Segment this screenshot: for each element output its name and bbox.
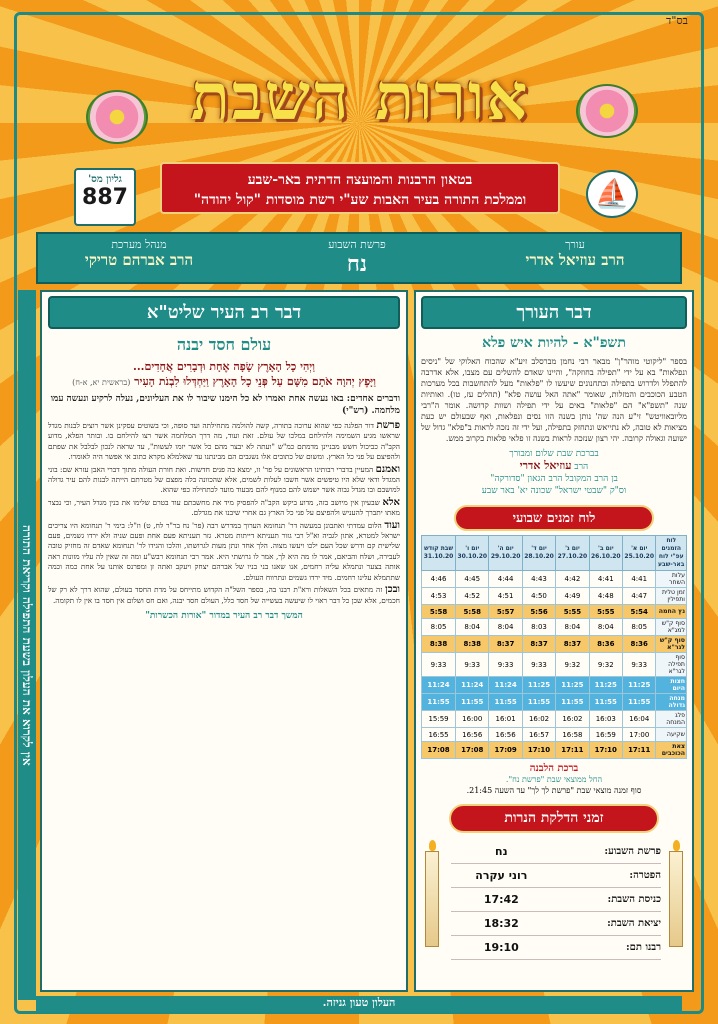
candles-label: פרשת השבוע: xyxy=(552,839,661,863)
zmanim-row-label: חצות היום xyxy=(656,677,687,694)
parsha-label: פרשת השבוע xyxy=(328,238,386,251)
verse-line-2: וַיָּפֶץ יְהוָה אֹתָם מִשָּׁם עַל פְּנֵי כָל הָאָרֶץ וַיַּחְדְּלוּ לִבְנֹת הָעִיר xyxy=(134,375,376,388)
zmanim-time-cell: 17:10 xyxy=(589,742,622,759)
paragraph-5: זה מתאים בכל השאלות ורא"ת רבנו בה, בספר השל"ה הקדוש מתייחס על מדת החסד בעולם, שהוא דרך לא רק של חכמים, אלא שכן כל דבר ראוי לו שיעשה בעשייה של חסד כלל, העולם חסד יבנה, ואם חס ושלום אין חסד בו אין לו תקומה. xyxy=(48,585,400,605)
editor-heading: דבר העורך xyxy=(421,296,687,329)
zmanim-time-cell: 11:25 xyxy=(589,677,622,694)
zmanim-time-cell: 16:04 xyxy=(623,711,656,728)
editor-label: עורך xyxy=(565,238,585,251)
zmanim-row-label: צאת הכוכבים xyxy=(656,742,687,759)
signature-title: הרב xyxy=(574,462,589,472)
masthead-bar xyxy=(36,232,682,284)
editor-name: הרב עוזיאל אדרי xyxy=(525,251,625,269)
signature-greeting: בברכת שבת שלום ומבורך xyxy=(509,449,599,459)
zmanim-time-cell: 4:45 xyxy=(456,571,489,588)
zmanim-time-cell: 16:00 xyxy=(456,711,489,728)
zmanim-time-cell: 5:58 xyxy=(456,605,489,619)
zmanim-time-cell: 5:55 xyxy=(589,605,622,619)
candles-label: הפטרה: xyxy=(552,863,661,887)
candles-value: 18:32 xyxy=(451,911,552,935)
p3-lead: אלא xyxy=(382,496,400,508)
editor-signature xyxy=(421,448,687,497)
zmanim-header-row xyxy=(422,536,687,571)
zmanim-time-cell: 11:55 xyxy=(422,694,456,711)
rabbi-subheading: עולם חסד יבנה xyxy=(176,335,272,354)
side-warning-strip: אין לקרוא את העלון בשעת התפילה וקריאת התורה xyxy=(18,290,36,1000)
zmanim-time-cell: 15:59 xyxy=(422,711,456,728)
zmanim-row xyxy=(422,605,687,619)
zmanim-time-cell: 5:57 xyxy=(489,605,522,619)
zmanim-row xyxy=(422,728,687,742)
zmanim-time-cell: 11:55 xyxy=(589,694,622,711)
ship-logo-icon: ⛵ xyxy=(586,170,638,218)
levana-title: ברכת הלבנה xyxy=(529,763,579,775)
zmanim-time-cell: 16:56 xyxy=(489,728,522,742)
zmanim-time-cell: 9:33 xyxy=(623,653,656,677)
zmanim-time-cell: 11:25 xyxy=(623,677,656,694)
zmanim-time-cell: 4:50 xyxy=(522,588,555,605)
candle-icon xyxy=(669,851,683,947)
editor-article-body: בספר "ליקוטי מוהר"ן" מבאר רבי נחמן מברסלב זיע"א שהכוח האלוקי של "ניסים ונפלאות" בא על ידי "תפילה בחוזקה", והיינו שאדם להשלים עם מצבו, אלא אדרבה להתפלל ולדרוש בתפילה ובתחנונים שיעשו לו "פלאות" מעל להתחשבות בכל מערכות הטבע הכוכבים והמזלות, שאומר "אתה האל עושה פלא" (תהלים עז, טו). ואותיות שנה "תשפ"א" הם "פלאות" באים על ידי תפילה ושוות קדושה. אומר ה"רבי מליובאוויטש" זי"ע הנה שה' נותן בשנה הזו נסים ונפלאות, ואף שבעולם יש כעת מציאות לא טובה, לא נתייאש ונתחזק בתפילה, ועל ידי זה נזכה לראות ב"פלא" גדול של ישועה וגאולה קרובה. יהי רצון שנזכה לראות בשנה זו פלאי פלאות בקרוב ממש. xyxy=(421,357,687,443)
zmanim-time-cell: 17:09 xyxy=(489,742,522,759)
zmanim-time-cell: 4:52 xyxy=(456,588,489,605)
zmanim-time-cell: 8:04 xyxy=(489,619,522,636)
paragraph-2: המעיין בדברי רבותינו הראשונים על פר' זו, ימצא בה פנים חדשות. ואת חורת העולה מתוך דברי האבן עזרא שם: בוני המגדל ודאי שלא היו טיפשים אשר חשבו לעלות לשמים, אלא שהכוונה בלה מפצם של מטרתם הייתה לבנות להם עיר גדולה למושבם ובו מגדל גבוה אשר ישמש להם כמנוף להם מבעוד מועד לכתחילה כפי שהוא. xyxy=(48,464,400,495)
candles-label: כניסת השבת: xyxy=(552,887,661,911)
zmanim-row xyxy=(422,571,687,588)
zmanim-time-cell: 4:46 xyxy=(422,571,456,588)
zmanim-time-cell: 8:36 xyxy=(623,636,656,653)
zmanim-time-cell: 5:54 xyxy=(623,605,656,619)
issue-number: 887 xyxy=(82,185,128,210)
zmanim-time-cell: 8:04 xyxy=(456,619,489,636)
rabbi-article-body xyxy=(48,421,400,606)
zmanim-time-cell: 17:11 xyxy=(556,742,589,759)
verse-quote xyxy=(48,359,400,390)
zmanim-time-cell: 11:24 xyxy=(456,677,489,694)
zmanim-row-label: שקיעה xyxy=(656,728,687,742)
zmanim-time-cell: 4:51 xyxy=(489,588,522,605)
zmanim-time-cell: 17:08 xyxy=(422,742,456,759)
zmanim-row-label: עלות השחר xyxy=(656,571,687,588)
candles-heading: זמני הדלקת הנרות xyxy=(449,804,659,833)
zmanim-time-cell: 16:03 xyxy=(589,711,622,728)
banner-line-1: בטאון הרבנות והמועצה הדתית באר-שבע xyxy=(247,172,473,188)
zmanim-time-cell: 17:00 xyxy=(623,728,656,742)
zmanim-time-cell: 8:05 xyxy=(422,619,456,636)
zmanim-row xyxy=(422,636,687,653)
zmanim-time-cell: 17:11 xyxy=(623,742,656,759)
p4-lead: ועוד xyxy=(384,519,400,531)
zmanim-day-header: שבת קודש 31.10.20 xyxy=(422,536,456,571)
levana-line-1: החל ממוצאי שבת "פרשת נח". xyxy=(505,775,603,785)
rashi-intro: ודברים אחדים: באו נעשה אחת ואמרו לא כל הימנו שיבור לו את העליונים, נעלה לרקיע ונעשה עמו מלחמה. (רש"י) xyxy=(50,394,400,416)
zmanim-time-cell: 8:04 xyxy=(556,619,589,636)
zmanim-time-cell: 9:32 xyxy=(589,653,622,677)
continued-note: המשך דבר רב העיר במדור "אורות הכשרות" xyxy=(145,610,303,621)
issue-number-box xyxy=(74,168,136,226)
zmanim-time-cell: 11:55 xyxy=(623,694,656,711)
zmanim-time-cell: 8:04 xyxy=(589,619,622,636)
zmanim-row-label: סוף ק"ש לגר"א xyxy=(656,636,687,653)
zmanim-table xyxy=(421,535,687,759)
manager-label: מנהל מערכת xyxy=(111,238,167,251)
candles-label: יציאת השבת: xyxy=(552,911,661,935)
zmanim-time-cell: 8:38 xyxy=(456,636,489,653)
zmanim-row-label: זמן טלית ותפילין xyxy=(656,588,687,605)
zmanim-time-cell: 11:55 xyxy=(556,694,589,711)
zmanim-time-cell: 16:56 xyxy=(456,728,489,742)
candles-label: רבנו תם: xyxy=(552,935,661,959)
zmanim-row xyxy=(422,711,687,728)
zmanim-time-cell: 17:10 xyxy=(522,742,555,759)
signature-role-2: וס"ק "שבטי ישראל" שכונה יא' באר שבע xyxy=(481,486,627,496)
zmanim-day-header: יום ג' 27.10.20 xyxy=(556,536,589,571)
zmanim-row-label: מנחה גדולה xyxy=(656,694,687,711)
zmanim-time-cell: 5:56 xyxy=(522,605,555,619)
signature-role-1: בן הרב המקובל הרב הגאון "סדורקה" xyxy=(490,474,618,484)
zmanim-time-cell: 4:49 xyxy=(556,588,589,605)
zmanim-time-cell: 4:47 xyxy=(623,588,656,605)
manager-block xyxy=(44,238,234,270)
zmanim-time-cell: 11:55 xyxy=(522,694,555,711)
verse-source: (בראשית יא, א-ח) xyxy=(72,378,131,387)
zmanim-time-cell: 8:03 xyxy=(522,619,555,636)
zmanim-time-cell: 8:36 xyxy=(589,636,622,653)
candles-table xyxy=(451,839,661,960)
zmanim-time-cell: 11:24 xyxy=(422,677,456,694)
zmanim-row xyxy=(422,588,687,605)
signature-name: עוזיאל אדרי xyxy=(519,459,572,472)
zmanim-time-cell: 16:59 xyxy=(589,728,622,742)
candles-value: 19:10 xyxy=(451,935,552,959)
zmanim-time-cell: 11:25 xyxy=(556,677,589,694)
candles-row xyxy=(451,887,661,911)
footer-note: העלון טעון גניזה. xyxy=(36,996,682,1012)
editor-column xyxy=(414,290,694,992)
newsletter-title: אורות השבת xyxy=(190,60,530,135)
candles-row xyxy=(451,863,661,887)
zmanim-row xyxy=(422,677,687,694)
zmanim-row xyxy=(422,742,687,759)
zmanim-time-cell: 8:37 xyxy=(489,636,522,653)
zmanim-time-cell: 4:44 xyxy=(489,571,522,588)
zmanim-time-cell: 4:41 xyxy=(623,571,656,588)
zmanim-time-cell: 9:33 xyxy=(422,653,456,677)
candles-value: רוני עקרה xyxy=(451,863,552,887)
zmanim-row xyxy=(422,694,687,711)
zmanim-time-cell: 17:08 xyxy=(456,742,489,759)
zmanim-time-cell: 11:25 xyxy=(522,677,555,694)
verse-line-1: וַיְהִי כָל הָאָרֶץ שָׂפָה אֶחָת וּדְבָרִים אֲחָדִים... xyxy=(133,360,315,373)
candles-row xyxy=(451,911,661,935)
zmanim-day-header: יום א' 25.10.20 xyxy=(623,536,656,571)
zmanim-time-cell: 4:43 xyxy=(522,571,555,588)
p1-lead: פרשת xyxy=(376,420,401,431)
zmanim-time-cell: 8:38 xyxy=(422,636,456,653)
parsha-block xyxy=(262,238,452,277)
zmanim-time-cell: 11:24 xyxy=(489,677,522,694)
zmanim-day-header: יום ד' 28.10.20 xyxy=(522,536,555,571)
banner-line-2: וממלכת התורה בעיר האבות שע"י רשת מוסדות "קול יהודה" xyxy=(193,192,527,208)
zmanim-time-cell: 8:37 xyxy=(556,636,589,653)
manager-name: הרב אברהם טריקי xyxy=(84,251,194,269)
zmanim-time-cell: 16:57 xyxy=(522,728,555,742)
zmanim-time-cell: 9:32 xyxy=(556,653,589,677)
paragraph-1: דור הפלגה כפי שהוא ערוכה בתורה, קשה להולמה מתחילתה ועד סופה, וכי בשוטים עסקינן אשר רוצים לבנות מגדל שראשו מגיע השמימה ולהילחם במלכו של עולם. זאת ועוד, מה דרך המלחמה אשר רצו להילחם בו. ובותר הפלא, מדוע הקב"ה כביכול חשש מבניינן מדמתם כמ"ש "ועתה לא יבצר מהם כל אשר יזמו לעשות", עד שראה לנכון לבלבל את שפתם ולהפיצם על פני כל הארץ. ומשום של כתובים אלו נשגבים הם מבינתנו עד שאלמלא מקרא כתוב אי אפשר היה לאומרו. xyxy=(48,421,400,462)
zmanim-label-header: לוח הזמנים עפ"י לוח באר-שבע xyxy=(656,536,687,571)
levana-section xyxy=(421,763,687,796)
zmanim-time-cell: 9:33 xyxy=(489,653,522,677)
zmanim-time-cell: 11:55 xyxy=(489,694,522,711)
p2-lead: ואמנם xyxy=(375,463,401,475)
zmanim-time-cell: 4:42 xyxy=(556,571,589,588)
paragraph-3: שבעיון אין מיושב בזה, מדוע ביקש הקב"ה להפסיק מיד את מחשבתם עוד בטרם שלימו את בנין מגדל העיר, וכי נבצר מאתו יתברך להעניש ולהפיצם על פני כל הארץ גם אחרי שיבנו את מגדלם. xyxy=(48,497,400,518)
candles-box xyxy=(421,839,687,969)
rabbi-heading: דבר רב העיר שליט"א xyxy=(48,296,400,329)
zmanim-time-cell: 16:55 xyxy=(422,728,456,742)
zmanim-time-cell: 5:58 xyxy=(422,605,456,619)
p5-lead: ובכן xyxy=(385,584,400,596)
zmanim-row-label: סוף ק"ש למג"א xyxy=(656,619,687,636)
zmanim-body xyxy=(422,571,687,759)
zmanim-time-cell: 11:55 xyxy=(456,694,489,711)
zmanim-row-label: סוף תפילה לגר"א xyxy=(656,653,687,677)
rabbi-column xyxy=(40,290,408,992)
zmanim-heading: לוח זמנים שבועי xyxy=(454,505,654,531)
paragraph-4: הלום עמדתי ואתבונן במעשה דר' תנחומא הערוך במדרש רבה (פר' נח בר"ר לח, ט) וז"ל: בימי ר' תנחומא היו צריכים ישראל למטרא, אתון לגביה וא"ל רבי גזור תעניתא דייתות מטרא. גזר תעניתא פעם אחת ופעם שניה ולא ירדו גשמים, פעם שלישית קם ודרש שכל העם ילכו ויעשו מצוה. הלך אחד ונתן מעות לגרושתו, והלכו והגידו לר' תנחומא שאדם זה מחזיק טובה לעבירה, ושלח והביאם, אמר לו מה היא לך, אמר לו גרושתי היא. אמר רבי תנחומא רבש"ע ומה זה שאין לה עליו מזונות ראה אותה בצער ונתמלא עליה רחמים, אנו שאנו בני בניו של אברהם יצחק ויעקב ואתה זן ומפרנס אותנו על אחת כמה וכמה שתתמלא עלינו רחמים. מיד ירדו גשמים ונתרווח העולם. xyxy=(48,520,400,582)
zmanim-row xyxy=(422,619,687,636)
zmanim-time-cell: 4:53 xyxy=(422,588,456,605)
editor-block xyxy=(480,238,670,270)
zmanim-time-cell: 9:33 xyxy=(456,653,489,677)
issue-label: גליון מס' xyxy=(88,174,122,185)
candles-row xyxy=(451,839,661,863)
zmanim-row-label: פלג המנחה xyxy=(656,711,687,728)
zmanim-time-cell: 5:55 xyxy=(556,605,589,619)
candles-value: נח xyxy=(451,839,552,863)
zmanim-time-cell: 8:05 xyxy=(623,619,656,636)
zmanim-time-cell: 16:58 xyxy=(556,728,589,742)
zmanim-time-cell: 4:41 xyxy=(589,571,622,588)
parsha-name: נח xyxy=(346,251,368,277)
levana-line-2: סוף זמנה מוצאי שבת "פרשת לך לך" עד השעה 21:45. xyxy=(466,786,642,796)
zmanim-row-label: נץ החמה xyxy=(656,605,687,619)
zmanim-time-cell: 9:33 xyxy=(522,653,555,677)
candles-row xyxy=(451,935,661,959)
zmanim-time-cell: 4:48 xyxy=(589,588,622,605)
candles-value: 17:42 xyxy=(451,887,552,911)
zmanim-day-header: יום ו' 30.10.20 xyxy=(456,536,489,571)
zmanim-time-cell: 16:02 xyxy=(556,711,589,728)
besiyata-dishmaya: בס"ד xyxy=(666,14,688,27)
publisher-banner xyxy=(160,162,560,214)
candle-icon xyxy=(425,851,439,947)
zmanim-time-cell: 16:02 xyxy=(522,711,555,728)
editor-subheading: תשפ"א - להיות איש פלא xyxy=(482,335,626,351)
zmanim-day-header: יום ב' 26.10.20 xyxy=(589,536,622,571)
zmanim-day-header: יום ה' 29.10.20 xyxy=(489,536,522,571)
zmanim-time-cell: 16:01 xyxy=(489,711,522,728)
zmanim-time-cell: 8:37 xyxy=(522,636,555,653)
zmanim-row xyxy=(422,653,687,677)
